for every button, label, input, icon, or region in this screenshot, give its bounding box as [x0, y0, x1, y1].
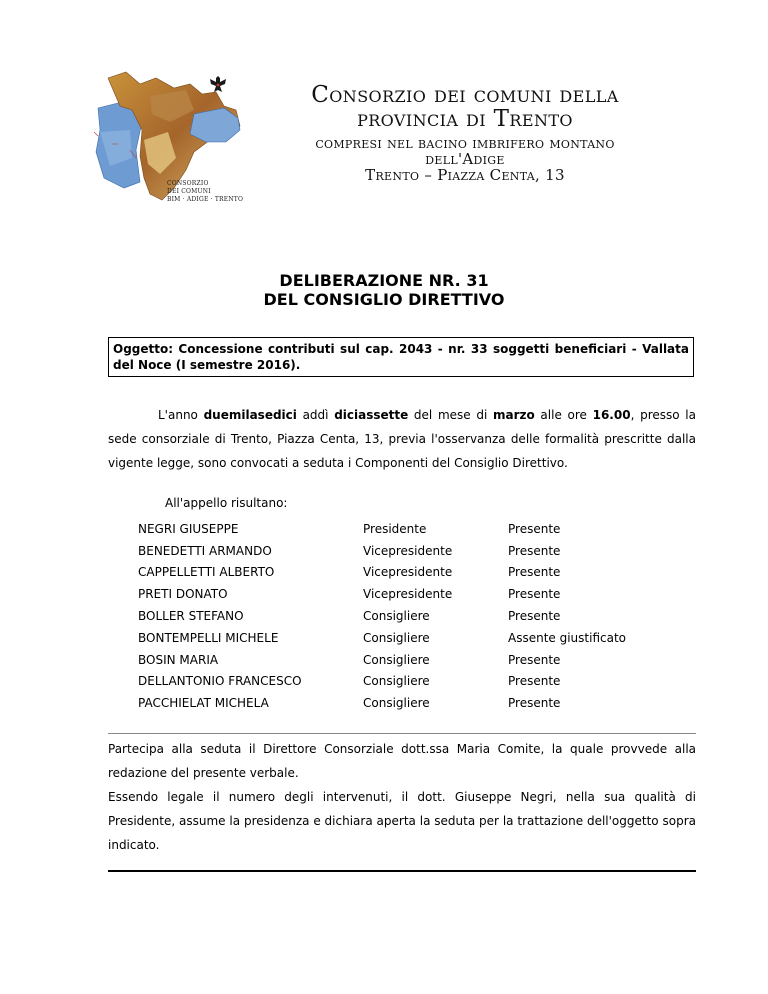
member-name: BONTEMPELLI MICHELE: [138, 630, 279, 645]
intro-text: , presso la sede consorziale di Trento, Piazza Centa, 13, previa l'osservanza delle formalità prescritte dalla vigente legge, sono convocati a seduta i Componenti del Consiglio Direttivo.: [108, 408, 696, 470]
member-status: Presente: [508, 609, 561, 624]
table-row: [138, 562, 708, 584]
member-role: Vicepresidente: [363, 543, 453, 558]
deliberation-title: [108, 271, 660, 309]
consortium-subtitle-line4: dell'Adige: [425, 150, 505, 168]
member-status: Presente: [508, 521, 561, 536]
intro-text: L'anno: [158, 408, 204, 422]
intro-month: marzo: [493, 408, 535, 422]
deliberation-body: DEL CONSIGLIO DIRETTIVO: [263, 290, 505, 309]
intro-text: alle ore: [534, 408, 593, 422]
subject-box: Oggetto: Concessione contributi sul cap. 2043 - nr. 33 soggetti beneficiari - Vallata del Noce (I semestre 2016).: [108, 337, 694, 377]
table-row: [138, 605, 708, 627]
member-role: Consigliere: [363, 630, 430, 645]
member-role: Vicepresidente: [363, 565, 453, 580]
member-role: Consigliere: [363, 674, 430, 689]
member-status: Assente giustificato: [508, 630, 627, 645]
table-row: [138, 627, 708, 649]
intro-year: duemilasedici: [203, 408, 297, 422]
consortium-name-line2: provincia di Trento: [357, 106, 573, 132]
member-role: Consigliere: [363, 652, 430, 667]
member-role: Consigliere: [363, 609, 430, 624]
intro-paragraph: [108, 403, 696, 475]
consortium-address: Trento – Piazza Centa, 13: [365, 166, 565, 184]
logo-caption-line: BIM · ADIGE · TRENTO: [167, 196, 244, 203]
member-name: BENEDETTI ARMANDO: [138, 543, 272, 558]
roll-call-label: All'appello risultano:: [165, 496, 288, 510]
table-row: [138, 649, 708, 671]
logo-caption-line: CONSORZIO: [167, 180, 209, 187]
member-role: Consigliere: [363, 696, 430, 711]
divider: [108, 870, 696, 872]
member-status: Presente: [508, 674, 561, 689]
member-name: CAPPELLETTI ALBERTO: [138, 565, 275, 580]
divider: [108, 733, 696, 734]
table-row: [138, 692, 708, 714]
member-status: Presente: [508, 587, 561, 602]
consortium-subtitle: [230, 135, 700, 183]
logo-caption-line: DEI COMUNI: [167, 188, 211, 195]
member-role: Vicepresidente: [363, 587, 453, 602]
table-row: [138, 583, 708, 605]
consortium-name-line1: Consorzio dei comuni della: [311, 82, 619, 108]
member-role: Presidente: [363, 521, 427, 536]
table-row: [138, 671, 708, 693]
member-name: PACCHIELAT MICHELA: [138, 696, 269, 711]
consortium-subtitle-line3: compresi nel bacino imbrifero montano: [315, 134, 615, 152]
intro-day: diciassette: [334, 408, 409, 422]
intro-text: del mese di: [408, 408, 493, 422]
member-name: BOSIN MARIA: [138, 652, 219, 667]
member-name: PRETI DONATO: [138, 587, 228, 602]
closing-quorum-text: Essendo legale il numero degli intervenuti, il dott. Giuseppe Negri, nella sua qualità di Presidente, assume la presidenza e dichiara aperta la seduta per la trattazione dell'oggetto sopra indicato.: [108, 790, 696, 852]
table-row: [138, 540, 708, 562]
attendance-table: [138, 518, 708, 714]
intro-time: 16.00: [592, 408, 631, 422]
member-status: Presente: [508, 652, 561, 667]
member-name: DELLANTONIO FRANCESCO: [138, 674, 302, 689]
logo-caption: [167, 180, 243, 204]
member-status: Presente: [508, 565, 561, 580]
closing-paragraph: [108, 737, 696, 857]
closing-director-text: Partecipa alla seduta il Direttore Consorziale dott.ssa Maria Comite, la quale provvede alla redazione del presente verbale.: [108, 742, 696, 780]
table-row: [138, 518, 708, 540]
intro-text: addì: [296, 408, 335, 422]
member-name: NEGRI GIUSEPPE: [138, 521, 239, 536]
member-status: Presente: [508, 696, 561, 711]
member-status: Presente: [508, 543, 561, 558]
member-name: BOLLER STEFANO: [138, 609, 244, 624]
deliberation-number: DELIBERAZIONE NR. 31: [279, 271, 489, 290]
consortium-name: [230, 83, 700, 131]
